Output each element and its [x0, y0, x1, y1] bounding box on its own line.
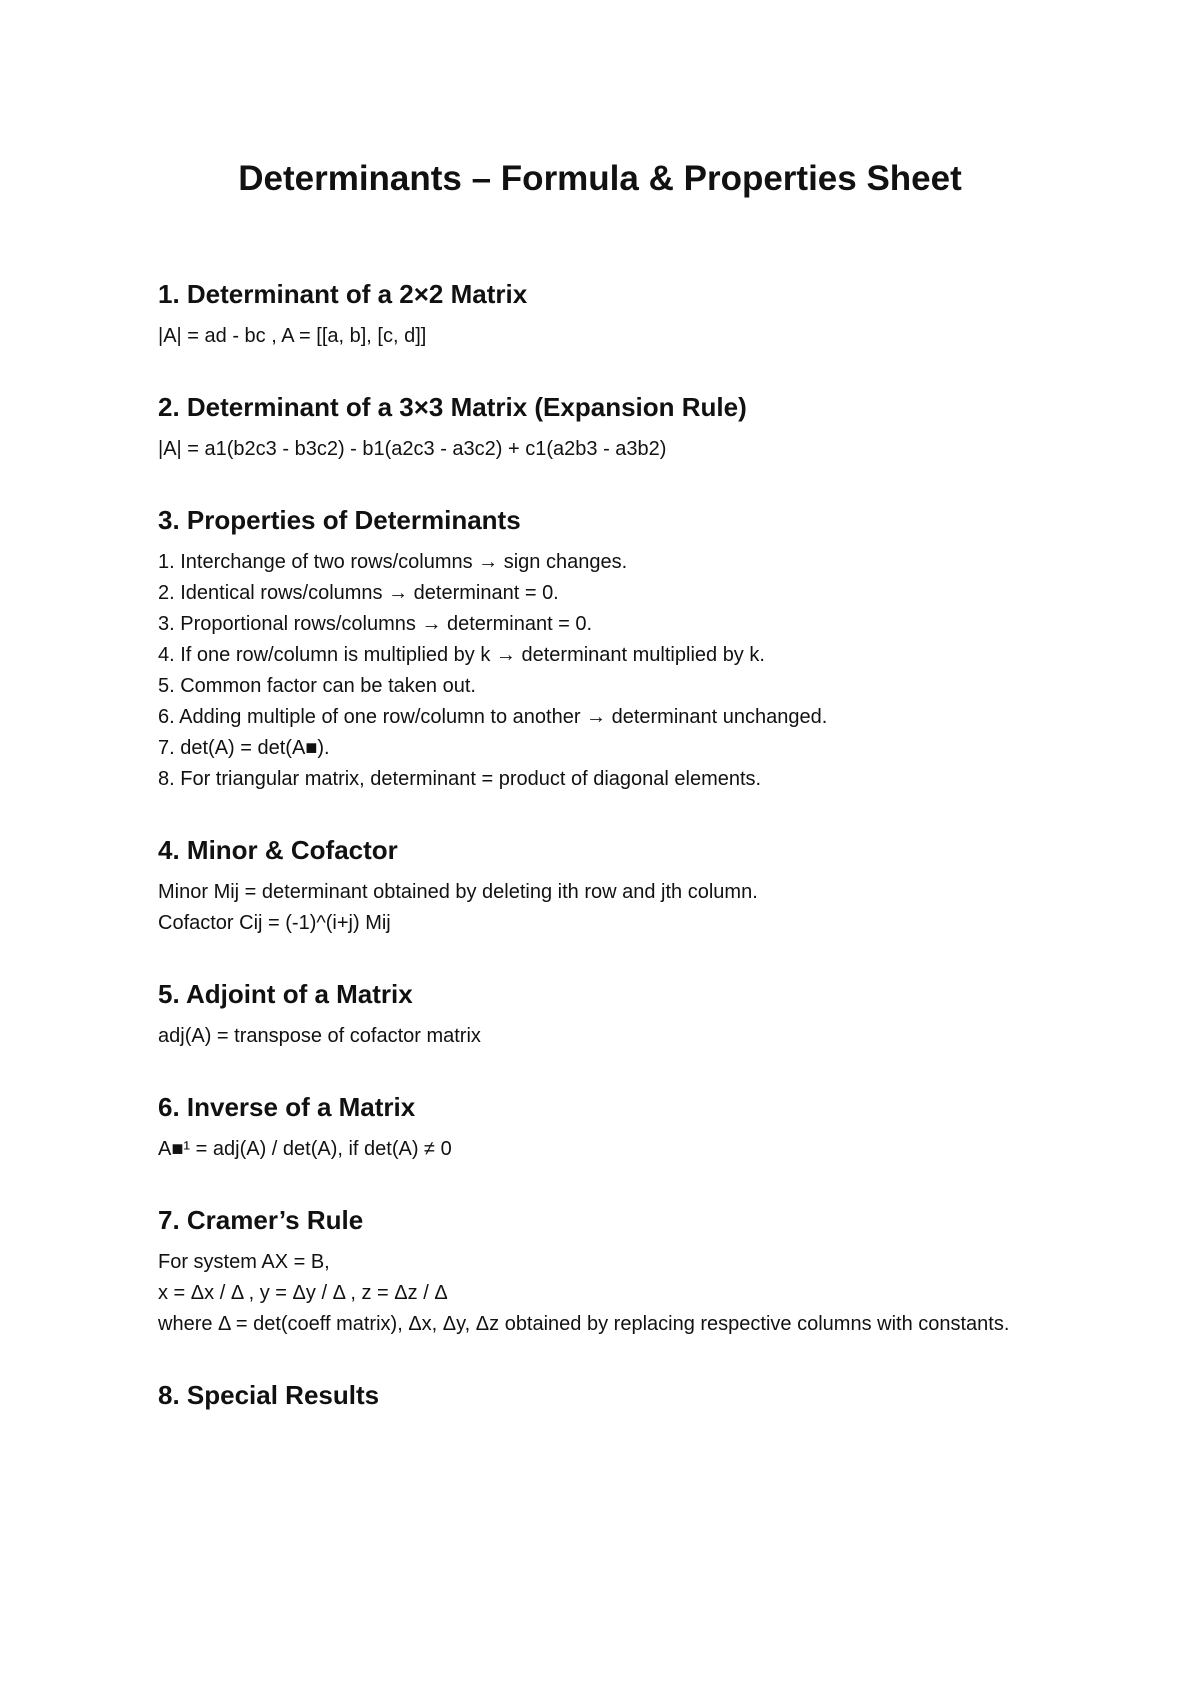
formula-line: A■¹ = adj(A) / det(A), if det(A) ≠ 0 — [158, 1138, 452, 1160]
property-item: 3. Proportional rows/columns → determinant = 0. — [158, 613, 593, 635]
property-item: 8. For triangular matrix, determinant = product of diagonal elements. — [158, 768, 762, 790]
section-2x2-determinant — [158, 277, 1058, 352]
section-properties — [158, 503, 1058, 795]
formula-line: |A| = ad - bc , A = [[a, b], [c, d]] — [158, 325, 427, 347]
section-heading: 1. Determinant of a 2×2 Matrix — [158, 279, 528, 309]
property-item: 7. det(A) = det(A■). — [158, 737, 330, 759]
property-item: 6. Adding multiple of one row/column to another → determinant unchanged. — [158, 706, 828, 728]
definition-line: Cofactor Cij = (-1)^(i+j) Mij — [158, 912, 391, 934]
page-title: Determinants – Formula & Properties Sheet — [238, 159, 962, 198]
section-heading: 3. Properties of Determinants — [158, 505, 521, 535]
section-heading: 8. Special Results — [158, 1380, 380, 1410]
formula-line: where Δ = det(coeff matrix), Δx, Δy, Δz obtained by replacing respective columns with constants. — [158, 1313, 1010, 1335]
section-heading: 6. Inverse of a Matrix — [158, 1092, 416, 1122]
section-cramers-rule — [158, 1203, 1058, 1340]
section-heading: 4. Minor & Cofactor — [158, 835, 398, 865]
section-adjoint — [158, 977, 1058, 1052]
property-item: 4. If one row/column is multiplied by k → determinant multiplied by k. — [158, 644, 765, 666]
section-heading: 2. Determinant of a 3×3 Matrix (Expansion Rule) — [158, 392, 747, 422]
formula-line: x = Δx / Δ , y = Δy / Δ , z = Δz / Δ — [158, 1282, 448, 1304]
section-heading: 5. Adjoint of a Matrix — [158, 979, 413, 1009]
property-item: 1. Interchange of two rows/columns → sign changes. — [158, 551, 628, 573]
definition-line: Minor Mij = determinant obtained by deleting ith row and jth column. — [158, 881, 758, 903]
section-minor-cofactor — [158, 833, 1058, 939]
document-content — [158, 277, 1058, 1422]
section-heading: 7. Cramer’s Rule — [158, 1205, 364, 1235]
formula-line: |A| = a1(b2c3 - b3c2) - b1(a2c3 - a3c2) + c1(a2b3 - a3b2) — [158, 438, 667, 460]
definition-line: adj(A) = transpose of cofactor matrix — [158, 1025, 481, 1047]
section-3x3-determinant — [158, 390, 1058, 465]
property-item: 2. Identical rows/columns → determinant = 0. — [158, 582, 559, 604]
property-item: 5. Common factor can be taken out. — [158, 675, 476, 697]
formula-line: For system AX = B, — [158, 1251, 330, 1273]
section-special-results — [158, 1378, 1058, 1412]
section-inverse — [158, 1090, 1058, 1165]
